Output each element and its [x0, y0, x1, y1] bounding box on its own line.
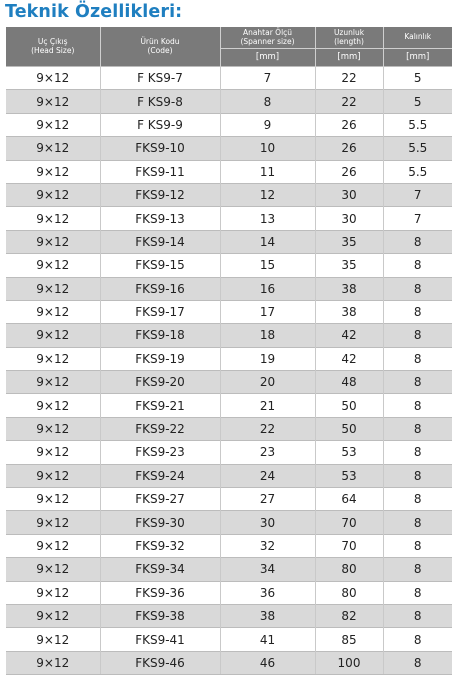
table-row — [6, 534, 452, 557]
cell-length: 48 — [315, 371, 383, 394]
cell-head-size: 9×12 — [6, 441, 100, 464]
cell-code: FKS9-13 — [100, 207, 220, 230]
cell-code: FKS9-23 — [100, 441, 220, 464]
cell-code: FKS9-17 — [100, 300, 220, 323]
cell-head-size: 9×12 — [6, 300, 100, 323]
table-row — [6, 441, 452, 464]
table-row — [6, 371, 452, 394]
cell-code: F KS9-8 — [100, 90, 220, 113]
cell-head-size: 9×12 — [6, 137, 100, 160]
cell-thickness: 8 — [383, 347, 452, 370]
header-head-size-sub: (Head Size) — [31, 45, 75, 55]
header-length-sub: (length) — [334, 36, 364, 46]
cell-length: 53 — [315, 441, 383, 464]
table-row — [6, 347, 452, 370]
cell-length: 38 — [315, 300, 383, 323]
header-spanner-size — [220, 27, 315, 49]
table-row — [6, 324, 452, 347]
cell-length: 26 — [315, 137, 383, 160]
table-row — [6, 628, 452, 651]
table-row — [6, 137, 452, 160]
cell-thickness: 8 — [383, 604, 452, 627]
cell-spanner-size: 22 — [220, 417, 315, 440]
table-row — [6, 417, 452, 440]
cell-thickness: 5 — [383, 90, 452, 113]
unit-thickness: [mm] — [383, 49, 452, 67]
header-length-label: Uzunluk — [333, 28, 365, 37]
table-row — [6, 558, 452, 581]
cell-head-size: 9×12 — [6, 464, 100, 487]
header-code — [100, 27, 220, 67]
cell-code: FKS9-46 — [100, 651, 220, 674]
page-title: Teknik Özellikleri: — [5, 2, 183, 22]
table-row — [6, 581, 452, 604]
table-row — [6, 230, 452, 253]
cell-thickness: 8 — [383, 300, 452, 323]
cell-code: FKS9-27 — [100, 488, 220, 511]
cell-spanner-size: 18 — [220, 324, 315, 347]
cell-head-size: 9×12 — [6, 488, 100, 511]
cell-spanner-size: 41 — [220, 628, 315, 651]
header-code-sub: (Code) — [147, 45, 173, 55]
cell-code: FKS9-10 — [100, 137, 220, 160]
cell-head-size: 9×12 — [6, 324, 100, 347]
cell-code: FKS9-34 — [100, 558, 220, 581]
cell-code: FKS9-22 — [100, 417, 220, 440]
cell-code: FKS9-32 — [100, 534, 220, 557]
table-row — [6, 394, 452, 417]
cell-spanner-size: 34 — [220, 558, 315, 581]
cell-code: F KS9-7 — [100, 67, 220, 90]
cell-spanner-size: 23 — [220, 441, 315, 464]
table-row — [6, 300, 452, 323]
cell-spanner-size: 13 — [220, 207, 315, 230]
cell-length: 50 — [315, 394, 383, 417]
cell-spanner-size: 38 — [220, 604, 315, 627]
cell-thickness: 8 — [383, 277, 452, 300]
cell-length: 42 — [315, 347, 383, 370]
cell-head-size: 9×12 — [6, 417, 100, 440]
cell-head-size: 9×12 — [6, 67, 100, 90]
cell-thickness: 5.5 — [383, 113, 452, 136]
cell-length: 22 — [315, 67, 383, 90]
cell-length: 50 — [315, 417, 383, 440]
cell-length: 38 — [315, 277, 383, 300]
cell-code: FKS9-36 — [100, 581, 220, 604]
cell-code: F KS9-9 — [100, 113, 220, 136]
cell-length: 100 — [315, 651, 383, 674]
cell-spanner-size: 10 — [220, 137, 315, 160]
cell-thickness: 8 — [383, 371, 452, 394]
header-spanner-sub: (Spanner size) — [240, 36, 295, 46]
cell-code: FKS9-18 — [100, 324, 220, 347]
cell-thickness: 8 — [383, 230, 452, 253]
cell-thickness: 8 — [383, 324, 452, 347]
table-row — [6, 277, 452, 300]
cell-spanner-size: 11 — [220, 160, 315, 183]
cell-thickness: 8 — [383, 441, 452, 464]
header-length — [315, 27, 383, 49]
cell-spanner-size: 20 — [220, 371, 315, 394]
unit-length: [mm] — [315, 49, 383, 67]
cell-length: 22 — [315, 90, 383, 113]
table-row — [6, 183, 452, 206]
cell-length: 64 — [315, 488, 383, 511]
cell-head-size: 9×12 — [6, 581, 100, 604]
cell-length: 30 — [315, 183, 383, 206]
cell-head-size: 9×12 — [6, 160, 100, 183]
cell-thickness: 8 — [383, 534, 452, 557]
cell-code: FKS9-21 — [100, 394, 220, 417]
cell-head-size: 9×12 — [6, 90, 100, 113]
table-row — [6, 464, 452, 487]
cell-spanner-size: 36 — [220, 581, 315, 604]
table-header — [6, 27, 452, 67]
cell-spanner-size: 27 — [220, 488, 315, 511]
header-code-label: Ürün Kodu — [140, 37, 180, 46]
cell-length: 35 — [315, 254, 383, 277]
cell-head-size: 9×12 — [6, 183, 100, 206]
cell-length: 53 — [315, 464, 383, 487]
table-row — [6, 254, 452, 277]
cell-length: 70 — [315, 511, 383, 534]
cell-code: FKS9-41 — [100, 628, 220, 651]
cell-code: FKS9-38 — [100, 604, 220, 627]
cell-length: 80 — [315, 558, 383, 581]
cell-thickness: 7 — [383, 183, 452, 206]
unit-spanner: [mm] — [220, 49, 315, 67]
header-thickness: Kalınlık — [383, 27, 452, 49]
cell-head-size: 9×12 — [6, 651, 100, 674]
cell-spanner-size: 24 — [220, 464, 315, 487]
cell-head-size: 9×12 — [6, 628, 100, 651]
cell-thickness: 8 — [383, 488, 452, 511]
cell-spanner-size: 14 — [220, 230, 315, 253]
table-row — [6, 113, 452, 136]
cell-code: FKS9-11 — [100, 160, 220, 183]
cell-length: 30 — [315, 207, 383, 230]
cell-code: FKS9-19 — [100, 347, 220, 370]
table-row — [6, 651, 452, 674]
table-row — [6, 488, 452, 511]
table-row — [6, 604, 452, 627]
cell-code: FKS9-30 — [100, 511, 220, 534]
cell-spanner-size: 15 — [220, 254, 315, 277]
cell-head-size: 9×12 — [6, 230, 100, 253]
cell-code: FKS9-14 — [100, 230, 220, 253]
cell-thickness: 8 — [383, 511, 452, 534]
cell-spanner-size: 46 — [220, 651, 315, 674]
table-row — [6, 511, 452, 534]
table-row — [6, 160, 452, 183]
cell-spanner-size: 16 — [220, 277, 315, 300]
cell-thickness: 8 — [383, 394, 452, 417]
cell-length: 70 — [315, 534, 383, 557]
cell-spanner-size: 9 — [220, 113, 315, 136]
cell-spanner-size: 30 — [220, 511, 315, 534]
cell-length: 35 — [315, 230, 383, 253]
table-body — [6, 67, 452, 675]
cell-length: 26 — [315, 160, 383, 183]
cell-spanner-size: 8 — [220, 90, 315, 113]
table-row — [6, 90, 452, 113]
table-row — [6, 67, 452, 90]
cell-thickness: 8 — [383, 581, 452, 604]
cell-length: 85 — [315, 628, 383, 651]
cell-thickness: 8 — [383, 464, 452, 487]
cell-thickness: 8 — [383, 628, 452, 651]
cell-thickness: 8 — [383, 254, 452, 277]
cell-thickness: 5.5 — [383, 160, 452, 183]
cell-length: 26 — [315, 113, 383, 136]
cell-code: FKS9-12 — [100, 183, 220, 206]
cell-head-size: 9×12 — [6, 347, 100, 370]
header-spanner-label: Anahtar Ölçü — [242, 28, 293, 37]
cell-spanner-size: 7 — [220, 67, 315, 90]
cell-head-size: 9×12 — [6, 558, 100, 581]
cell-spanner-size: 12 — [220, 183, 315, 206]
cell-head-size: 9×12 — [6, 254, 100, 277]
table-row — [6, 207, 452, 230]
cell-head-size: 9×12 — [6, 277, 100, 300]
cell-code: FKS9-24 — [100, 464, 220, 487]
cell-head-size: 9×12 — [6, 371, 100, 394]
cell-head-size: 9×12 — [6, 534, 100, 557]
cell-head-size: 9×12 — [6, 113, 100, 136]
cell-spanner-size: 19 — [220, 347, 315, 370]
cell-thickness: 8 — [383, 558, 452, 581]
cell-code: FKS9-15 — [100, 254, 220, 277]
cell-length: 42 — [315, 324, 383, 347]
cell-thickness: 8 — [383, 651, 452, 674]
cell-head-size: 9×12 — [6, 511, 100, 534]
cell-code: FKS9-20 — [100, 371, 220, 394]
cell-head-size: 9×12 — [6, 604, 100, 627]
cell-thickness: 7 — [383, 207, 452, 230]
header-head-size-label: Uç Çıkış — [37, 37, 68, 46]
cell-spanner-size: 32 — [220, 534, 315, 557]
header-head-size — [6, 27, 100, 67]
cell-head-size: 9×12 — [6, 207, 100, 230]
cell-thickness: 5.5 — [383, 137, 452, 160]
specs-table — [6, 27, 452, 675]
cell-spanner-size: 17 — [220, 300, 315, 323]
cell-length: 82 — [315, 604, 383, 627]
cell-length: 80 — [315, 581, 383, 604]
cell-thickness: 8 — [383, 417, 452, 440]
cell-head-size: 9×12 — [6, 394, 100, 417]
cell-thickness: 5 — [383, 67, 452, 90]
cell-spanner-size: 21 — [220, 394, 315, 417]
cell-code: FKS9-16 — [100, 277, 220, 300]
